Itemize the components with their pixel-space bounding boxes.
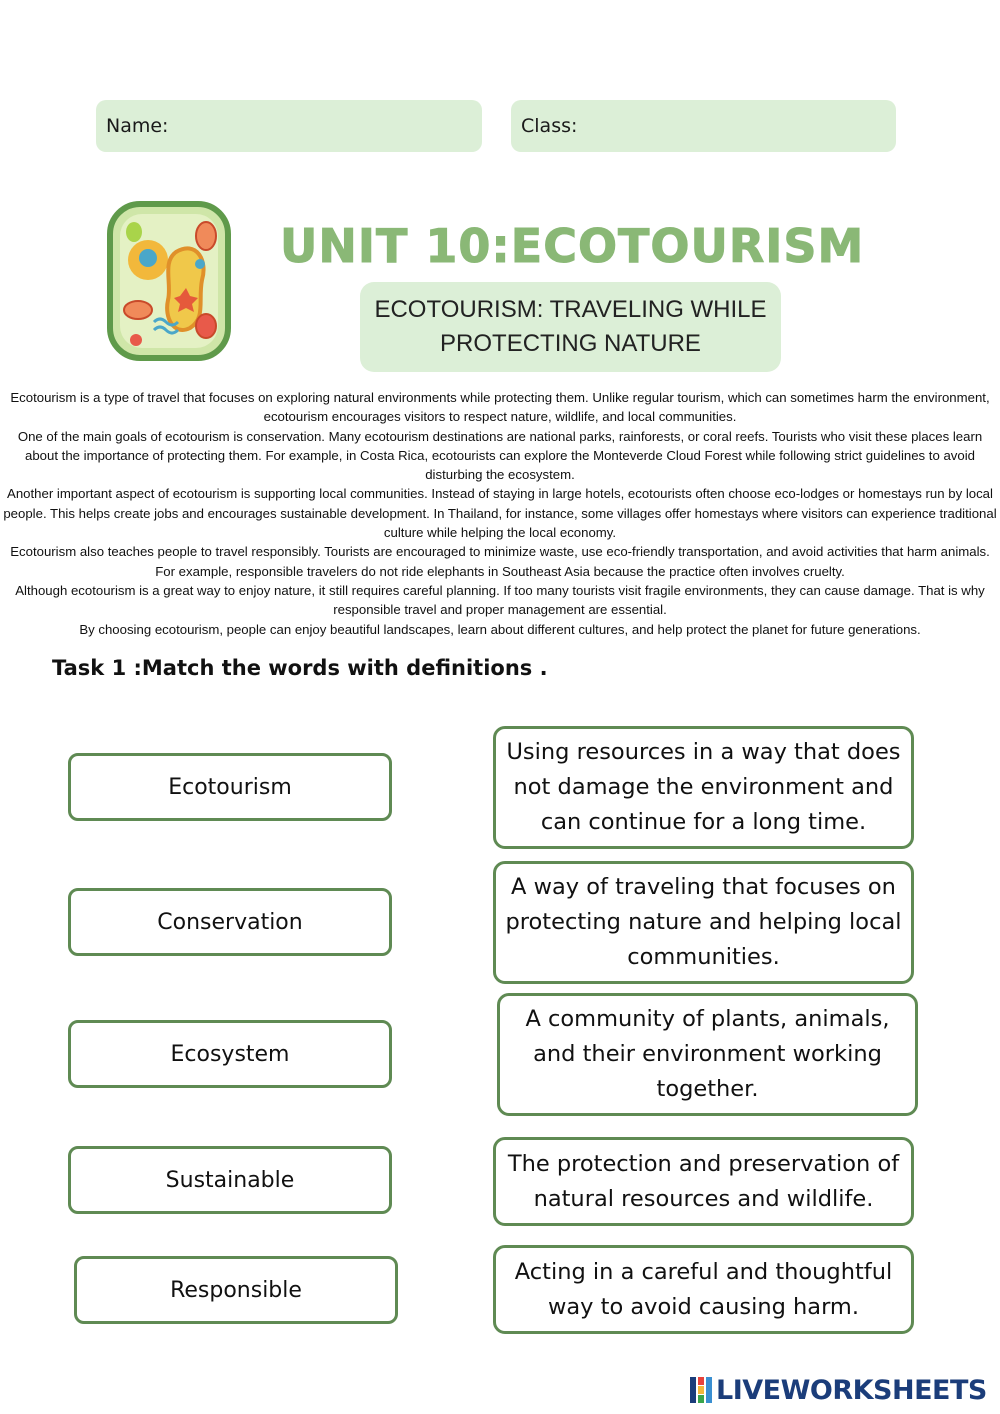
definition-box-2[interactable] <box>493 861 914 984</box>
definition-box-5[interactable] <box>493 1245 914 1334</box>
subtitle-text: ECOTOURISM: TRAVELING WHILE PROTECTING NATURE <box>374 296 767 357</box>
word-card-conservation[interactable]: Conservation <box>68 888 392 956</box>
definition-text: A community of plants, animals, and their environment working together. <box>525 1006 890 1102</box>
unit-title: UNIT 10:ECOTOURISM <box>280 219 865 273</box>
definition-text: A way of traveling that focuses on protecting nature and helping local communities. <box>505 874 902 970</box>
definition-box-3[interactable] <box>497 993 918 1116</box>
definition-box-1[interactable] <box>493 726 914 849</box>
liveworksheets-wordmark: LIVEWORKSHEETS <box>716 1374 987 1406</box>
word-card-ecosystem[interactable]: Ecosystem <box>68 1020 392 1088</box>
reading-paragraph: Although ecotourism is a great way to enjoy nature, it still requires careful planning. If too many tourists visit fragile environments, they can cause damage. That is why responsible travel and proper management are essential. <box>15 582 985 618</box>
reading-passage <box>0 388 1000 639</box>
reading-paragraph: One of the main goals of ecotourism is conservation. Many ecotourism destinations are national parks, rainforests, or coral reefs. Tourists who visit these places learn about the importance of protecting them. For example, in Costa Rica, ecotourists can explore the Monteverde Cloud Forest while following strict guidelines to avoid disturbing the ecosystem. <box>17 428 983 483</box>
word-card-responsible[interactable]: Responsible <box>74 1256 398 1324</box>
plant-cell-illustration <box>106 200 232 362</box>
class-label: Class: <box>521 115 578 137</box>
word-card-ecotourism[interactable]: Ecotourism <box>68 753 392 821</box>
reading-paragraph: Ecotourism also teaches people to travel responsibly. Tourists are encouraged to minimize waste, use eco-friendly transportation, and avoid activities that harm animals. For example, responsible travelers do not ride elephants in Southeast Asia because the practice often involves cruelty. <box>10 544 990 579</box>
definition-box-4[interactable] <box>493 1137 914 1226</box>
reading-paragraph: Another important aspect of ecotourism is supporting local communities. Instead of staying in large hotels, ecotourists often choose eco-lodges or homestays run by local people. This helps create jobs and encourages sustainable development. In Thailand, for instance, some villages offer homestays where visitors can experience traditional culture while helping the local economy. <box>3 486 997 541</box>
word-card-sustainable[interactable]: Sustainable <box>68 1146 392 1214</box>
liveworksheets-icon <box>690 1377 712 1403</box>
task-title: Task 1 :Match the words with definitions . <box>52 656 548 680</box>
definition-text: The protection and preservation of natural resources and wildlife. <box>507 1150 900 1212</box>
definition-text: Acting in a careful and thoughtful way to avoid causing harm. <box>514 1258 893 1320</box>
reading-paragraph: Ecotourism is a type of travel that focuses on exploring natural environments while protecting them. Unlike regular tourism, which can sometimes harm the environment, ecotourism encourages visitors to respect nature, wildlife, and local communities. <box>10 390 990 425</box>
name-label: Name: <box>106 115 169 137</box>
class-field[interactable] <box>511 100 896 152</box>
name-field[interactable] <box>96 100 482 152</box>
definition-text: Using resources in a way that does not damage the environment and can continue for a long time. <box>506 739 901 835</box>
liveworksheets-logo <box>690 1372 987 1408</box>
subtitle-box <box>360 282 781 372</box>
reading-paragraph: By choosing ecotourism, people can enjoy beautiful landscapes, learn about different cultures, and help protect the planet for future generations. <box>79 621 921 637</box>
